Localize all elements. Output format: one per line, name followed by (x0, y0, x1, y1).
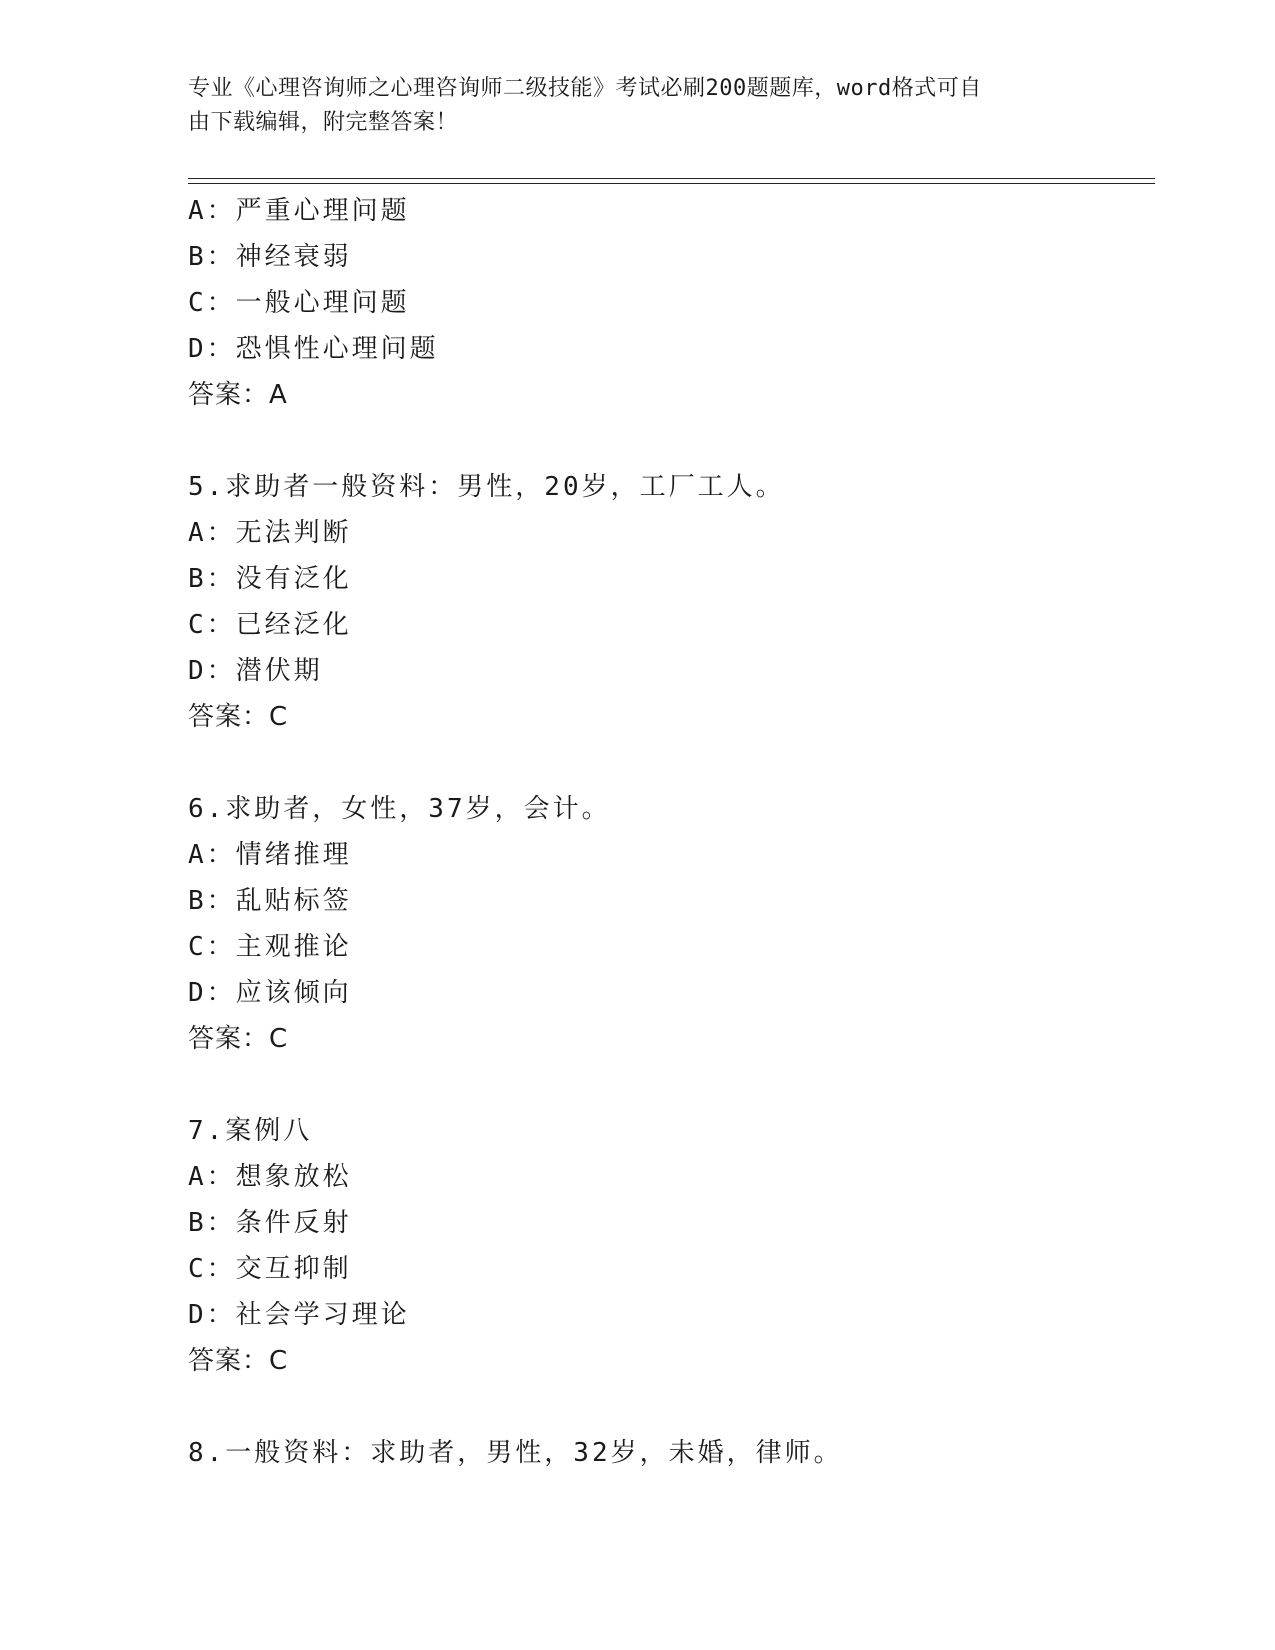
document-header (188, 72, 1068, 140)
option-c: C：一般心理问题 (188, 288, 410, 318)
question-text: 8.一般资料：求助者，男性，32岁，未婚，律师。 (188, 1438, 843, 1468)
option-d: D：潜伏期 (188, 656, 323, 686)
question-7-block (188, 1108, 1148, 1384)
answer-line: 答案：C (188, 702, 289, 732)
option-b: B：没有泛化 (188, 564, 352, 594)
option-b: B：乱贴标签 (188, 886, 352, 916)
question-text: 7.案例八 (188, 1116, 313, 1146)
option-d: D：应该倾向 (188, 978, 352, 1008)
answer-line: 答案：C (188, 1024, 289, 1054)
option-c: C：交互抑制 (188, 1254, 352, 1284)
question-4-block (188, 188, 1148, 418)
answer-line: 答案：A (188, 380, 288, 410)
option-a: A：无法判断 (188, 518, 352, 548)
header-divider-bottom (188, 183, 1155, 184)
question-5-block (188, 464, 1148, 740)
option-d: D：恐惧性心理问题 (188, 334, 439, 364)
option-a: A：情绪推理 (188, 840, 352, 870)
option-b: B：神经衰弱 (188, 242, 352, 272)
question-text: 5.求助者一般资料：男性，20岁，工厂工人。 (188, 472, 785, 502)
question-6-block (188, 786, 1148, 1062)
option-d: D：社会学习理论 (188, 1300, 410, 1330)
question-8-block (188, 1430, 1148, 1476)
header-line-2: 由下载编辑，附完整答案！ (188, 110, 459, 135)
answer-line: 答案：C (188, 1346, 289, 1376)
question-text: 6.求助者，女性，37岁，会计。 (188, 794, 611, 824)
header-divider-top (188, 178, 1155, 179)
option-c: C：已经泛化 (188, 610, 352, 640)
header-line-1: 专业《心理咨询师之心理咨询师二级技能》考试必刷200题题库，word格式可自 (188, 76, 982, 101)
question-list (188, 188, 1148, 1476)
option-a: A：想象放松 (188, 1162, 352, 1192)
option-a: A：严重心理问题 (188, 196, 410, 226)
option-b: B：条件反射 (188, 1208, 352, 1238)
option-c: C：主观推论 (188, 932, 352, 962)
